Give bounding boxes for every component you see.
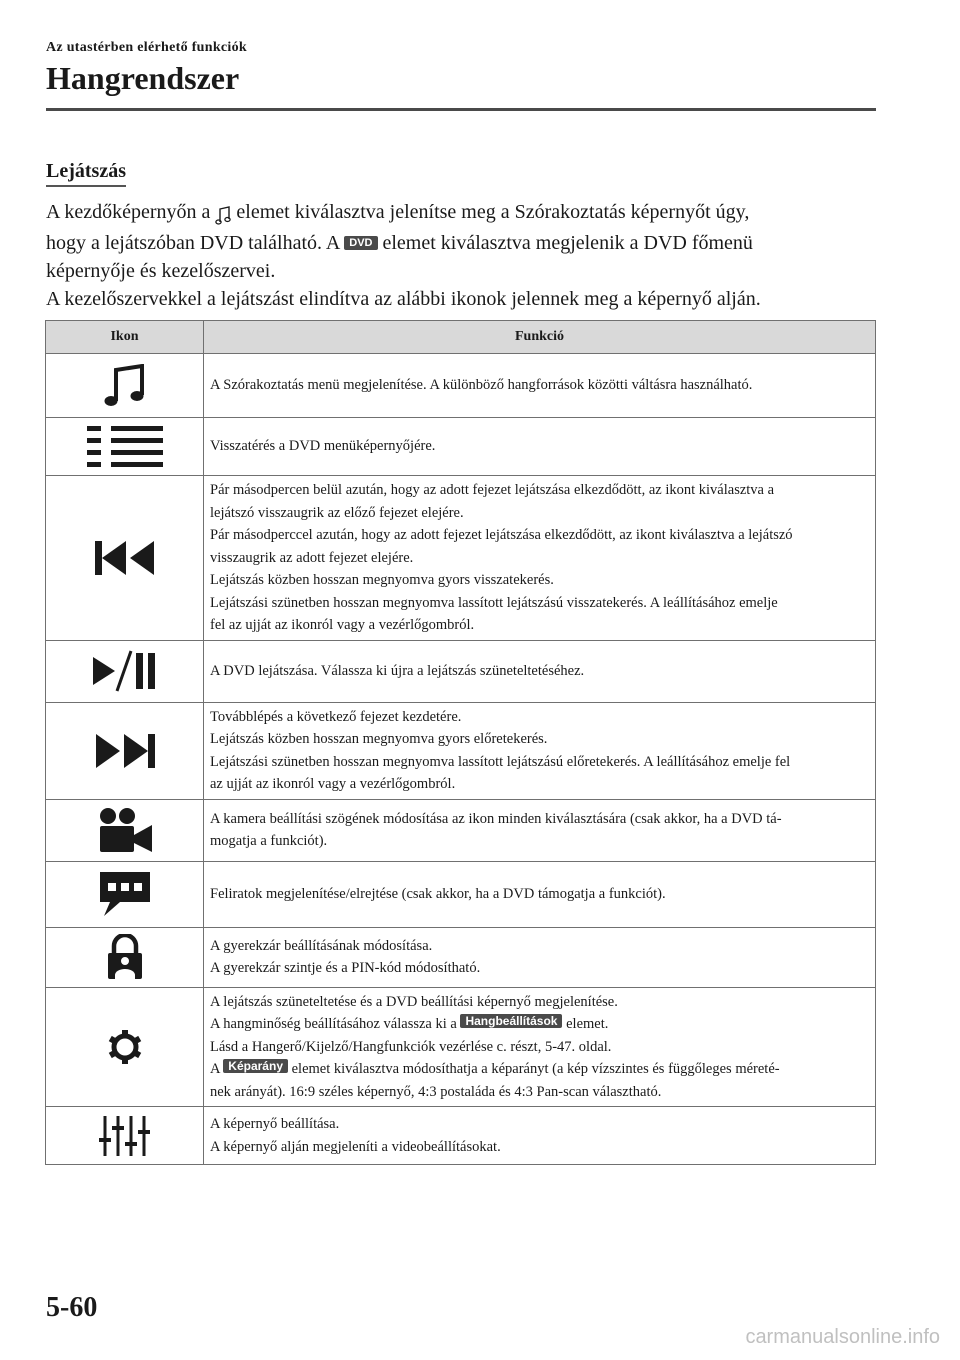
intro-paragraph: [46, 198, 886, 313]
video-camera-icon: [95, 806, 155, 854]
description-line: A lejátszás szüneteltetése és a DVD beállítási képernyő megjelenítése.: [210, 993, 618, 1010]
description-line: A Szórakoztatás menü megjelenítése. A különböző hangforrások közötti váltásra használható.: [210, 377, 753, 394]
description-cell: [204, 799, 876, 861]
description-line: A képernyő alján megjeleníti a videobeállításokat.: [210, 1138, 501, 1155]
music-note-icon: [100, 364, 150, 408]
music-note-inline-icon: [215, 201, 231, 229]
description-line: A gyerekzár szintje és a PIN-kód módosítható.: [210, 960, 481, 976]
description-line: Feliratok megjelenítése/elrejtése (csak akkor, ha a DVD támogatja a funkciót).: [210, 885, 666, 902]
gear-icon: [105, 1027, 145, 1067]
description-line: [210, 1058, 869, 1081]
description-line: [210, 1013, 869, 1036]
description-line: Lejátszási szünetben hosszan megnyomva lassított lejátszású előretekerés. A leállításához emelje fel: [210, 753, 791, 770]
icon-cell: [46, 640, 204, 702]
description-cell: [204, 861, 876, 927]
description-cell: [204, 927, 876, 987]
section-kicker: Az utastérben elérhető funkciók: [46, 40, 247, 55]
list-menu-icon: [85, 425, 165, 469]
table-row: [46, 702, 876, 799]
description-line: A képernyő beállítása.: [210, 1116, 340, 1132]
description-text: A: [210, 1061, 224, 1077]
section-heading: Lejátszás: [46, 160, 126, 187]
description-line: mogatja a funkciót).: [210, 833, 328, 849]
description-line: Pár másodpercen belül azután, hogy az adott fejezet lejátszása elkezdődött, az ikont kiválasztva a: [210, 482, 775, 498]
icon-cell: [46, 354, 204, 418]
intro-line-1: [46, 198, 886, 229]
icon-cell: [46, 987, 204, 1107]
description-line: A kamera beállítási szögének módosítása az ikon minden kiválasztására (csak akkor, ha a DVD tá-: [210, 810, 782, 827]
subtitle-icon: [98, 870, 152, 918]
description-line: A gyerekzár beállításának módosítása.: [210, 937, 433, 954]
dvd-button-chip: DVD: [344, 236, 377, 250]
page-title: Hangrendszer: [46, 60, 240, 96]
icon-cell: [46, 418, 204, 476]
description-line: Visszatérés a DVD menüképernyőjére.: [210, 438, 436, 455]
description-cell: [204, 640, 876, 702]
column-header-icon: Ikon: [46, 321, 204, 354]
description-text: elemet.: [562, 1016, 609, 1032]
watermark: carmanualsonline.info: [745, 1326, 940, 1348]
icon-cell: [46, 702, 204, 799]
intro-line-3: képernyője és kezelőszervei.: [46, 260, 276, 282]
table-row: [46, 861, 876, 927]
child-lock-icon: [105, 934, 145, 980]
aspect-ratio-button-chip: Képarány: [223, 1059, 288, 1073]
description-line: Továbblépés a következő fejezet kezdetére.: [210, 708, 462, 725]
equalizer-sliders-icon: [99, 1114, 151, 1158]
table-row: [46, 1107, 876, 1165]
intro-line-2: [46, 229, 886, 257]
description-line: Pár másodperccel azután, hogy az adott fejezet lejátszása elkezdődött, az ikont kiválasztva a lejátszó: [210, 527, 793, 543]
sound-settings-button-chip: Hangbeállítások: [460, 1014, 562, 1028]
description-cell: [204, 1107, 876, 1165]
intro-line-4: A kezelőszervekkel a lejátszást elindítva az alábbi ikonok jelennek meg a képernyő alján.: [46, 288, 761, 310]
description-cell: [204, 987, 876, 1107]
description-text: elemet kiválasztva módosíthatja a képarányt (a kép vízszintes és függőleges méreté-: [288, 1061, 780, 1077]
description-cell: [204, 476, 876, 641]
intro-text-2a: hogy a lejátszóban DVD található. A: [46, 232, 345, 254]
description-line: fel az ujját az ikonról vagy a vezérlőgombról.: [210, 617, 475, 633]
description-line: az ujját az ikonról vagy a vezérlőgombról.: [210, 776, 456, 792]
icon-function-table: [45, 320, 876, 1165]
play-pause-icon: [91, 649, 159, 693]
icon-cell: [46, 861, 204, 927]
description-text: A hangminőség beállításához válassza ki a: [210, 1016, 461, 1032]
icon-cell: [46, 799, 204, 861]
column-header-function: Funkció: [204, 321, 876, 354]
description-line: visszaugrik az adott fejezet elejére.: [210, 549, 414, 566]
table-row: [46, 987, 876, 1107]
intro-text-1a: A kezdőképernyőn a: [46, 201, 216, 223]
table-row: [46, 927, 876, 987]
description-line: nek arányát). 16:9 széles képernyő, 4:3 postaláda és 4:3 Pan-scan választható.: [210, 1083, 662, 1100]
icon-cell: [46, 927, 204, 987]
intro-text-1b: elemet kiválasztva jelenítse meg a Szórakoztatás képernyőt úgy,: [231, 201, 750, 223]
description-line: Lásd a Hangerő/Kijelző/Hangfunkciók vezérlése c. részt, 5-47. oldal.: [210, 1038, 612, 1055]
table-row: [46, 640, 876, 702]
description-line: A DVD lejátszása. Válassza ki újra a lejátszás szüneteltetéséhez.: [210, 662, 585, 679]
description-cell: [204, 418, 876, 476]
table-row: [46, 476, 876, 641]
description-line: Lejátszás közben hosszan megnyomva gyors visszatekerés.: [210, 572, 554, 588]
skip-previous-icon: [93, 539, 157, 577]
table-row: [46, 799, 876, 861]
intro-text-2b: elemet kiválasztva megjelenik a DVD főmenü: [377, 232, 753, 254]
description-cell: [204, 354, 876, 418]
description-line: Lejátszás közben hosszan megnyomva gyors előretekerés.: [210, 731, 548, 747]
icon-cell: [46, 1107, 204, 1165]
icon-cell: [46, 476, 204, 641]
description-cell: [204, 702, 876, 799]
table-row: [46, 418, 876, 476]
page-number: 5-60: [46, 1292, 98, 1323]
table-header-row: [46, 321, 876, 354]
skip-next-icon: [93, 732, 157, 770]
description-line: Lejátszási szünetben hosszan megnyomva lassított lejátszású visszatekerés. A leállításához emelje: [210, 594, 778, 611]
table-row: [46, 354, 876, 418]
description-line: lejátszó visszaugrik az előző fejezet elejére.: [210, 504, 464, 521]
title-divider: [46, 108, 876, 111]
